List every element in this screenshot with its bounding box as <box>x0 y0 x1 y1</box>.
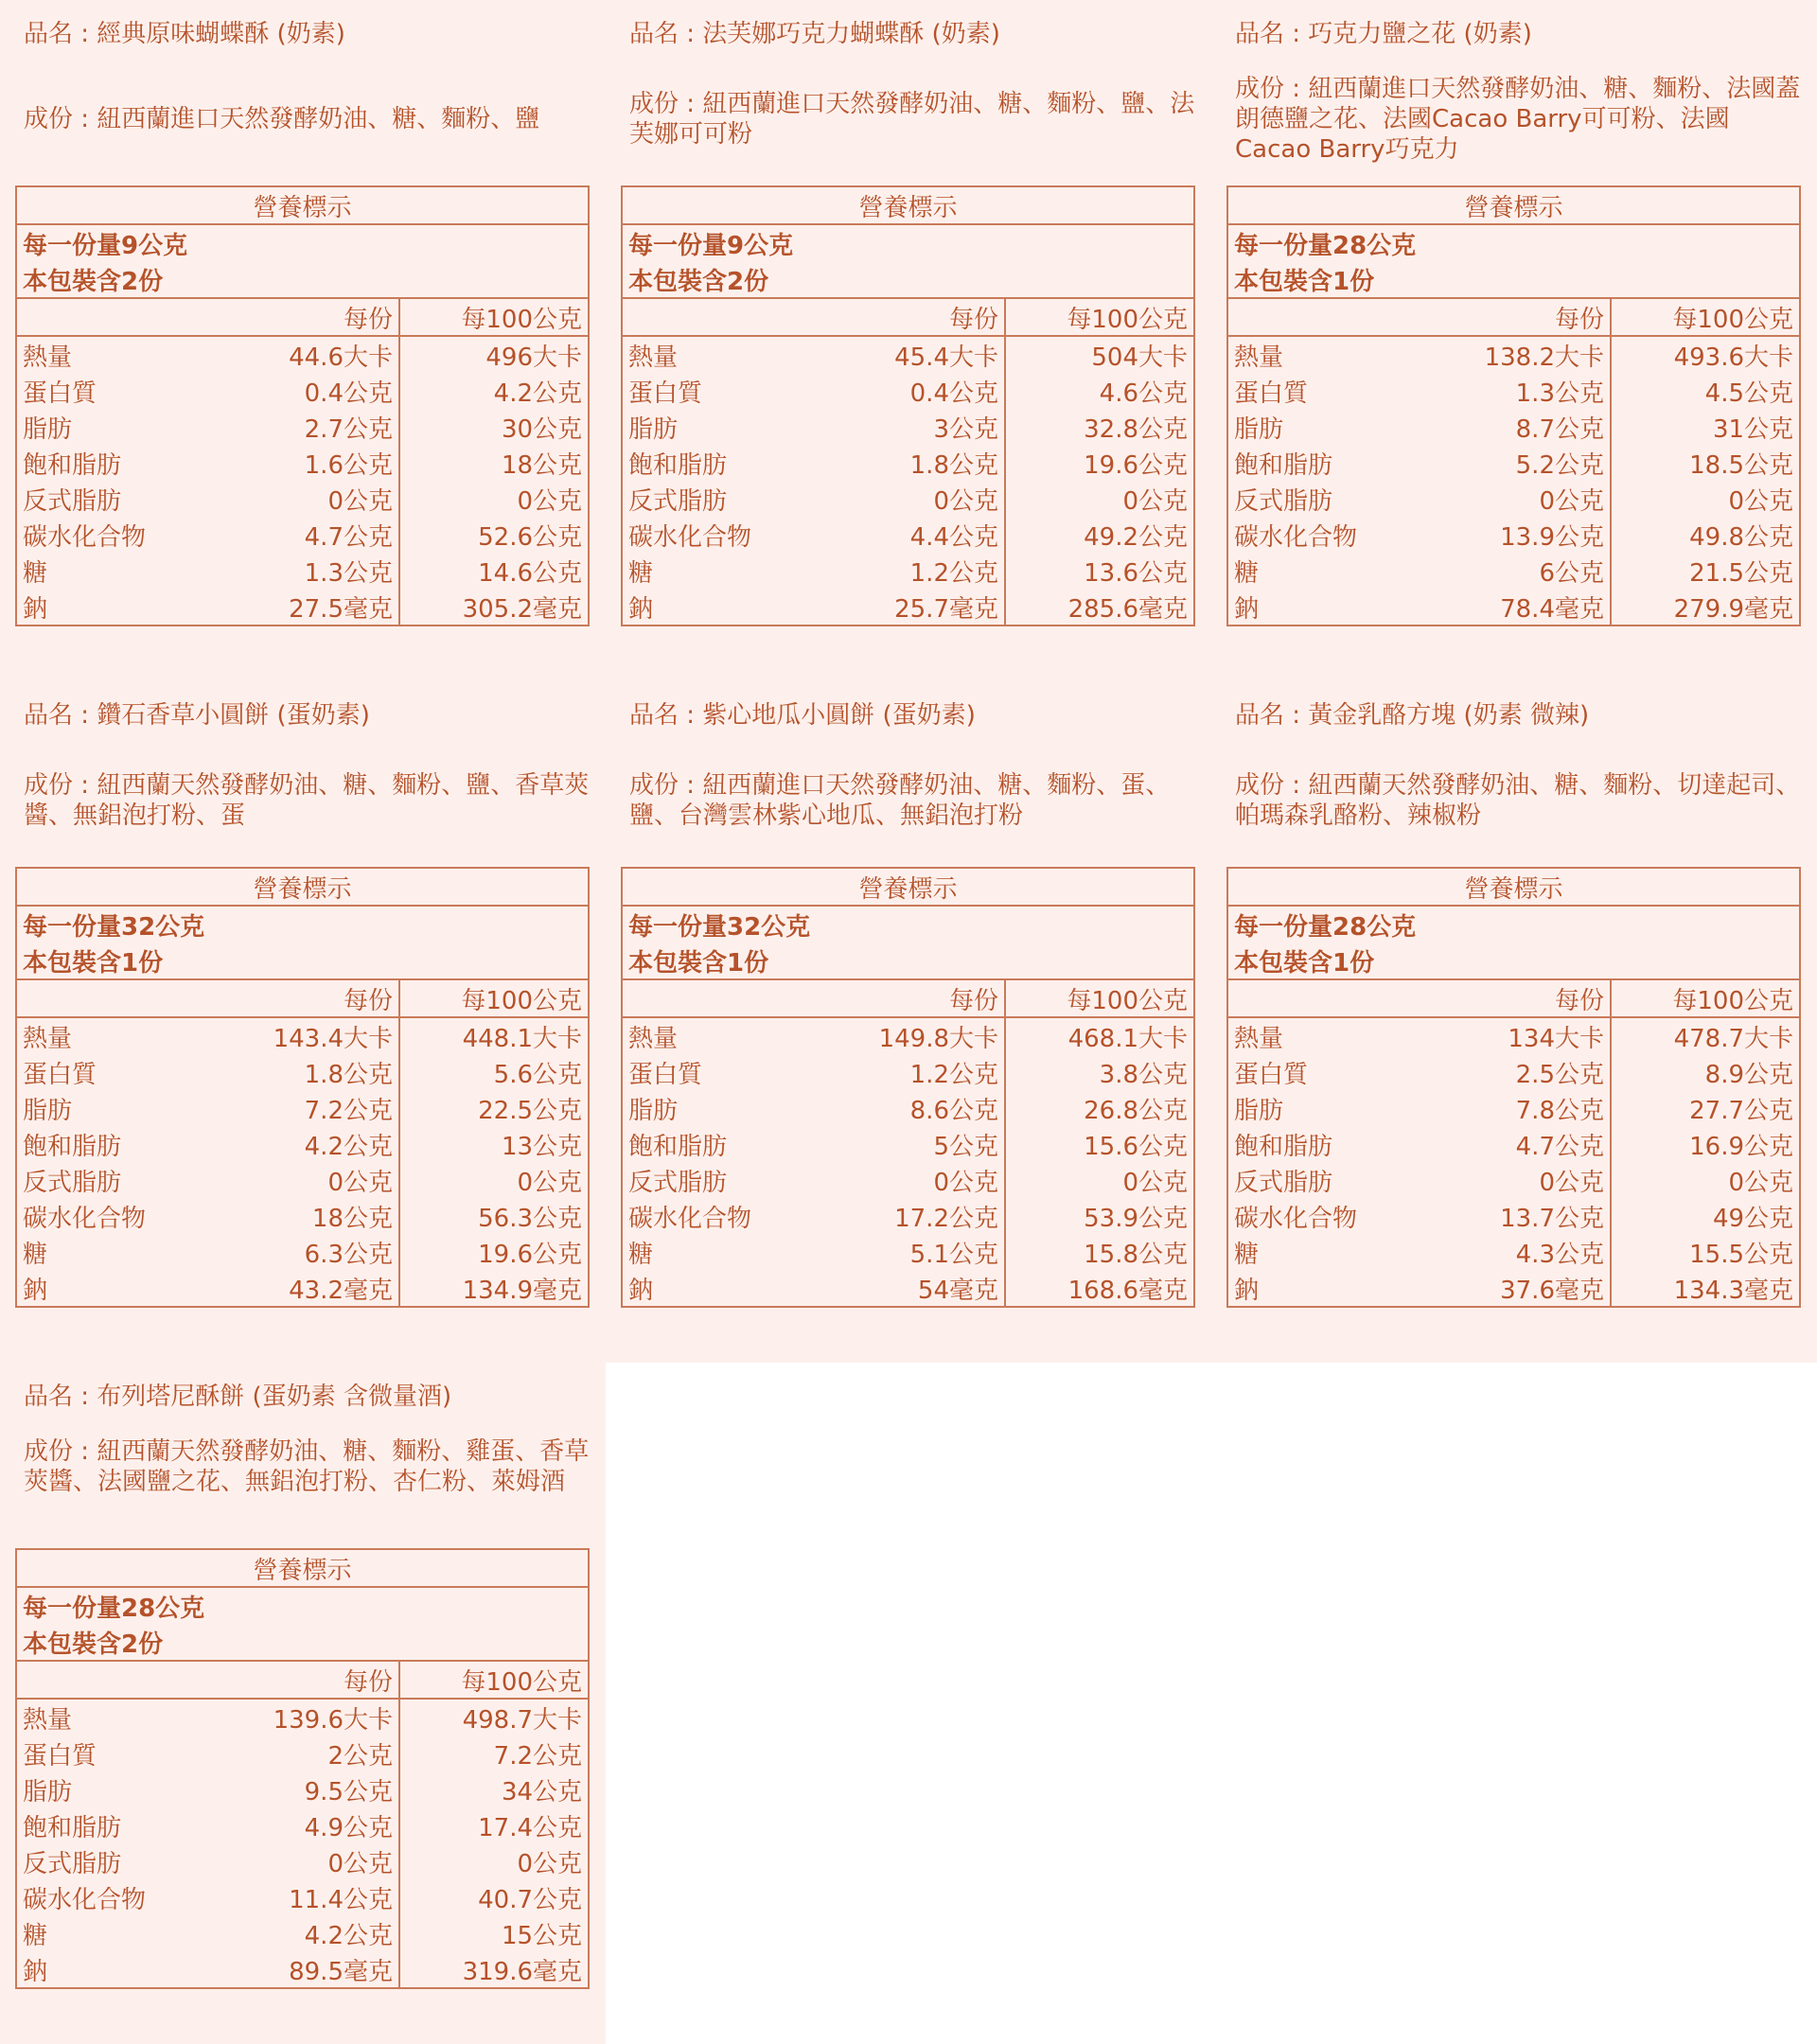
nutrient-label: 蛋白質 <box>16 373 222 409</box>
serving-size: 每一份量28公克 <box>16 1587 589 1624</box>
nutrient-label: 熱量 <box>16 336 222 373</box>
nutrient-label: 蛋白質 <box>1227 373 1434 409</box>
per-100g-value: 4.6公克 <box>1005 373 1194 409</box>
per-100g-value: 496大卡 <box>399 336 589 373</box>
per-serving-value: 2.7公克 <box>222 409 399 445</box>
per-100g-value: 49公克 <box>1611 1198 1800 1234</box>
nutrient-label: 碳水化合物 <box>622 517 828 553</box>
per-100g-value: 134.3毫克 <box>1611 1270 1800 1307</box>
nutrient-label: 熱量 <box>16 1699 222 1736</box>
per-100g-value: 56.3公克 <box>399 1198 589 1234</box>
per-serving-value: 4.4公克 <box>828 517 1005 553</box>
nutrient-label: 糖 <box>622 1234 828 1270</box>
col-header-per-100g: 每100公克 <box>1005 979 1194 1017</box>
nutrient-label: 蛋白質 <box>16 1736 222 1771</box>
nutrient-label: 脂肪 <box>1227 1090 1434 1126</box>
ingredients: 成份 : 紐西蘭進口天然發酵奶油、糖、麵粉、鹽、法芙娜可可粉 <box>629 90 1195 149</box>
nutrition-title: 營養標示 <box>622 186 1194 224</box>
per-100g-value: 32.8公克 <box>1005 409 1194 445</box>
nutrient-label: 脂肪 <box>16 1771 222 1807</box>
serving-size: 每一份量9公克 <box>622 224 1194 261</box>
per-serving-value: 0公克 <box>828 1162 1005 1198</box>
product-name: 品名 : 鑽石香草小圓餅 (蛋奶素) <box>24 701 370 730</box>
nutrient-label: 飽和脂肪 <box>622 445 828 481</box>
nutrient-label: 鈉 <box>622 1270 828 1307</box>
per-100g-value: 0公克 <box>399 481 589 517</box>
per-serving-value: 0公克 <box>222 481 399 517</box>
ingredients: 成份 : 紐西蘭進口天然發酵奶油、糖、麵粉、法國蓋朗德鹽之花、法國Cacao Barry可可粉、法國Cacao Barry巧克力 <box>1235 75 1801 164</box>
per-100g-value: 468.1大卡 <box>1005 1017 1194 1054</box>
per-serving-value: 13.9公克 <box>1434 517 1611 553</box>
header-blank <box>16 1661 222 1699</box>
per-serving-value: 0公克 <box>828 481 1005 517</box>
per-100g-value: 49.2公克 <box>1005 517 1194 553</box>
per-serving-value: 4.2公克 <box>222 1915 399 1951</box>
nutrient-label: 碳水化合物 <box>1227 1198 1434 1234</box>
product-card <box>0 1363 606 2044</box>
nutrient-label: 反式脂肪 <box>16 1843 222 1879</box>
nutrient-label: 飽和脂肪 <box>16 1126 222 1162</box>
col-header-per-100g: 每100公克 <box>1611 298 1800 336</box>
header-blank <box>16 298 222 336</box>
per-serving-value: 11.4公克 <box>222 1879 399 1915</box>
per-100g-value: 478.7大卡 <box>1611 1017 1800 1054</box>
per-serving-value: 1.6公克 <box>222 445 399 481</box>
per-100g-value: 21.5公克 <box>1611 553 1800 589</box>
nutrient-label: 鈉 <box>622 589 828 626</box>
nutrient-label: 熱量 <box>1227 336 1434 373</box>
ingredients: 成份 : 紐西蘭天然發酵奶油、糖、麵粉、鹽、香草莢醬、無鋁泡打粉、蛋 <box>24 771 590 830</box>
per-serving-value: 4.3公克 <box>1434 1234 1611 1270</box>
per-serving-value: 9.5公克 <box>222 1771 399 1807</box>
header-blank <box>1227 979 1434 1017</box>
per-100g-value: 16.9公克 <box>1611 1126 1800 1162</box>
ingredients: 成份 : 紐西蘭進口天然發酵奶油、糖、麵粉、蛋、鹽、台灣雲林紫心地瓜、無鋁泡打粉 <box>629 771 1171 830</box>
nutrient-label: 蛋白質 <box>622 373 828 409</box>
per-100g-value: 0公克 <box>399 1162 589 1198</box>
per-serving-value: 1.8公克 <box>222 1054 399 1090</box>
header-blank <box>622 979 828 1017</box>
nutrient-label: 飽和脂肪 <box>16 1807 222 1843</box>
nutrient-label: 脂肪 <box>1227 409 1434 445</box>
per-100g-value: 493.6大卡 <box>1611 336 1800 373</box>
servings-per-pack: 本包裝含1份 <box>1227 261 1800 298</box>
per-serving-value: 5.2公克 <box>1434 445 1611 481</box>
nutrient-label: 碳水化合物 <box>16 517 222 553</box>
per-100g-value: 134.9毫克 <box>399 1270 589 1307</box>
col-header-per-100g: 每100公克 <box>399 979 589 1017</box>
nutrient-label: 反式脂肪 <box>1227 481 1434 517</box>
product-name: 品名 : 巧克力鹽之花 (奶素) <box>1235 20 1532 48</box>
per-100g-value: 19.6公克 <box>399 1234 589 1270</box>
nutrition-title: 營養標示 <box>16 1549 589 1587</box>
per-100g-value: 0公克 <box>1611 481 1800 517</box>
per-serving-value: 7.2公克 <box>222 1090 399 1126</box>
per-100g-value: 13公克 <box>399 1126 589 1162</box>
nutrition-table <box>15 867 590 1308</box>
per-100g-value: 0公克 <box>1005 1162 1194 1198</box>
per-100g-value: 40.7公克 <box>399 1879 589 1915</box>
nutrient-label: 糖 <box>1227 1234 1434 1270</box>
nutrient-label: 反式脂肪 <box>16 1162 222 1198</box>
col-header-per-serving: 每份 <box>222 298 399 336</box>
serving-size: 每一份量32公克 <box>622 906 1194 943</box>
per-100g-value: 8.9公克 <box>1611 1054 1800 1090</box>
nutrient-label: 脂肪 <box>16 1090 222 1126</box>
per-100g-value: 498.7大卡 <box>399 1699 589 1736</box>
per-100g-value: 305.2毫克 <box>399 589 589 626</box>
col-header-per-serving: 每份 <box>222 979 399 1017</box>
col-header-per-serving: 每份 <box>828 979 1005 1017</box>
per-serving-value: 89.5毫克 <box>222 1951 399 1988</box>
per-serving-value: 4.7公克 <box>1434 1126 1611 1162</box>
nutrient-label: 脂肪 <box>16 409 222 445</box>
per-100g-value: 52.6公克 <box>399 517 589 553</box>
nutrient-label: 蛋白質 <box>1227 1054 1434 1090</box>
product-name: 品名 : 紫心地瓜小圓餅 (蛋奶素) <box>629 701 976 730</box>
servings-per-pack: 本包裝含2份 <box>16 261 589 298</box>
nutrient-label: 碳水化合物 <box>1227 517 1434 553</box>
per-serving-value: 8.7公克 <box>1434 409 1611 445</box>
col-header-per-100g: 每100公克 <box>399 298 589 336</box>
nutrient-label: 鈉 <box>16 1270 222 1307</box>
per-serving-value: 44.6大卡 <box>222 336 399 373</box>
per-100g-value: 15.5公克 <box>1611 1234 1800 1270</box>
nutrient-label: 飽和脂肪 <box>622 1126 828 1162</box>
per-100g-value: 18.5公克 <box>1611 445 1800 481</box>
per-serving-value: 0公克 <box>222 1843 399 1879</box>
per-100g-value: 15公克 <box>399 1915 589 1951</box>
per-serving-value: 5公克 <box>828 1126 1005 1162</box>
per-serving-value: 1.8公克 <box>828 445 1005 481</box>
per-serving-value: 0公克 <box>1434 481 1611 517</box>
per-serving-value: 2.5公克 <box>1434 1054 1611 1090</box>
per-100g-value: 15.6公克 <box>1005 1126 1194 1162</box>
nutrition-title: 營養標示 <box>16 868 589 906</box>
per-serving-value: 7.8公克 <box>1434 1090 1611 1126</box>
per-serving-value: 138.2大卡 <box>1434 336 1611 373</box>
per-100g-value: 3.8公克 <box>1005 1054 1194 1090</box>
per-100g-value: 26.8公克 <box>1005 1090 1194 1126</box>
per-serving-value: 0.4公克 <box>222 373 399 409</box>
per-100g-value: 17.4公克 <box>399 1807 589 1843</box>
per-serving-value: 6公克 <box>1434 553 1611 589</box>
nutrient-label: 鈉 <box>1227 589 1434 626</box>
per-serving-value: 37.6毫克 <box>1434 1270 1611 1307</box>
nutrition-title: 營養標示 <box>622 868 1194 906</box>
nutrition-title: 營養標示 <box>1227 868 1800 906</box>
nutrition-table <box>1226 867 1801 1308</box>
product-card <box>1211 681 1817 1363</box>
ingredients: 成份 : 紐西蘭天然發酵奶油、糖、麵粉、切達起司、帕瑪森乳酪粉、辣椒粉 <box>1235 771 1801 830</box>
nutrient-label: 飽和脂肪 <box>16 445 222 481</box>
nutrition-title: 營養標示 <box>16 186 589 224</box>
per-100g-value: 168.6毫克 <box>1005 1270 1194 1307</box>
nutrient-label: 飽和脂肪 <box>1227 1126 1434 1162</box>
serving-size: 每一份量9公克 <box>16 224 589 261</box>
per-serving-value: 25.7毫克 <box>828 589 1005 626</box>
per-100g-value: 279.9毫克 <box>1611 589 1800 626</box>
per-serving-value: 0公克 <box>222 1162 399 1198</box>
servings-per-pack: 本包裝含1份 <box>1227 943 1800 979</box>
nutrient-label: 碳水化合物 <box>622 1198 828 1234</box>
nutrient-label: 碳水化合物 <box>16 1879 222 1915</box>
product-card <box>0 681 606 1363</box>
header-blank <box>1227 298 1434 336</box>
nutrient-label: 反式脂肪 <box>622 1162 828 1198</box>
per-serving-value: 5.1公克 <box>828 1234 1005 1270</box>
per-100g-value: 0公克 <box>399 1843 589 1879</box>
col-header-per-serving: 每份 <box>222 1661 399 1699</box>
per-100g-value: 319.6毫克 <box>399 1951 589 1988</box>
col-header-per-serving: 每份 <box>1434 979 1611 1017</box>
product-name: 品名 : 布列塔尼酥餅 (蛋奶素 含微量酒) <box>24 1383 452 1411</box>
nutrient-label: 糖 <box>622 553 828 589</box>
product-name: 品名 : 法芙娜巧克力蝴蝶酥 (奶素) <box>629 20 1000 48</box>
nutrient-label: 鈉 <box>1227 1270 1434 1307</box>
per-serving-value: 1.2公克 <box>828 1054 1005 1090</box>
per-serving-value: 1.3公克 <box>1434 373 1611 409</box>
nutrition-title: 營養標示 <box>1227 186 1800 224</box>
nutrient-label: 飽和脂肪 <box>1227 445 1434 481</box>
nutrition-table <box>1226 185 1801 626</box>
per-100g-value: 7.2公克 <box>399 1736 589 1771</box>
per-100g-value: 34公克 <box>399 1771 589 1807</box>
col-header-per-serving: 每份 <box>1434 298 1611 336</box>
per-serving-value: 3公克 <box>828 409 1005 445</box>
per-100g-value: 31公克 <box>1611 409 1800 445</box>
per-serving-value: 2公克 <box>222 1736 399 1771</box>
per-100g-value: 0公克 <box>1005 481 1194 517</box>
per-100g-value: 19.6公克 <box>1005 445 1194 481</box>
nutrient-label: 糖 <box>16 553 222 589</box>
per-serving-value: 1.2公克 <box>828 553 1005 589</box>
per-serving-value: 8.6公克 <box>828 1090 1005 1126</box>
servings-per-pack: 本包裝含2份 <box>622 261 1194 298</box>
nutrient-label: 熱量 <box>16 1017 222 1054</box>
per-serving-value: 17.2公克 <box>828 1198 1005 1234</box>
per-serving-value: 45.4大卡 <box>828 336 1005 373</box>
per-100g-value: 448.1大卡 <box>399 1017 589 1054</box>
product-card <box>606 0 1211 681</box>
serving-size: 每一份量32公克 <box>16 906 589 943</box>
servings-per-pack: 本包裝含1份 <box>16 943 589 979</box>
nutrient-label: 糖 <box>16 1234 222 1270</box>
col-header-per-serving: 每份 <box>828 298 1005 336</box>
col-header-per-100g: 每100公克 <box>399 1661 589 1699</box>
serving-size: 每一份量28公克 <box>1227 224 1800 261</box>
nutrient-label: 熱量 <box>1227 1017 1434 1054</box>
col-header-per-100g: 每100公克 <box>1005 298 1194 336</box>
header-blank <box>622 298 828 336</box>
per-100g-value: 0公克 <box>1611 1162 1800 1198</box>
per-serving-value: 18公克 <box>222 1198 399 1234</box>
per-serving-value: 54毫克 <box>828 1270 1005 1307</box>
per-serving-value: 78.4毫克 <box>1434 589 1611 626</box>
serving-size: 每一份量28公克 <box>1227 906 1800 943</box>
nutrient-label: 熱量 <box>622 1017 828 1054</box>
nutrient-label: 脂肪 <box>622 1090 828 1126</box>
per-serving-value: 134大卡 <box>1434 1017 1611 1054</box>
per-100g-value: 14.6公克 <box>399 553 589 589</box>
nutrient-label: 糖 <box>1227 553 1434 589</box>
nutrient-label: 反式脂肪 <box>16 481 222 517</box>
per-100g-value: 4.5公克 <box>1611 373 1800 409</box>
nutrient-label: 鈉 <box>16 1951 222 1988</box>
product-name: 品名 : 黃金乳酪方塊 (奶素 微辣) <box>1235 701 1590 730</box>
per-serving-value: 4.2公克 <box>222 1126 399 1162</box>
per-100g-value: 22.5公克 <box>399 1090 589 1126</box>
product-card <box>0 0 606 681</box>
nutrient-label: 碳水化合物 <box>16 1198 222 1234</box>
per-100g-value: 13.6公克 <box>1005 553 1194 589</box>
per-serving-value: 143.4大卡 <box>222 1017 399 1054</box>
header-blank <box>16 979 222 1017</box>
per-100g-value: 285.6毫克 <box>1005 589 1194 626</box>
per-100g-value: 5.6公克 <box>399 1054 589 1090</box>
nutrition-table <box>621 185 1195 626</box>
product-name: 品名 : 經典原味蝴蝶酥 (奶素) <box>24 20 345 48</box>
per-serving-value: 4.9公克 <box>222 1807 399 1843</box>
nutrition-table <box>15 185 590 626</box>
servings-per-pack: 本包裝含1份 <box>622 943 1194 979</box>
per-serving-value: 0公克 <box>1434 1162 1611 1198</box>
nutrient-label: 蛋白質 <box>622 1054 828 1090</box>
product-card <box>606 681 1211 1363</box>
servings-per-pack: 本包裝含2份 <box>16 1624 589 1661</box>
per-serving-value: 0.4公克 <box>828 373 1005 409</box>
per-100g-value: 15.8公克 <box>1005 1234 1194 1270</box>
per-serving-value: 6.3公克 <box>222 1234 399 1270</box>
nutrient-label: 反式脂肪 <box>622 481 828 517</box>
per-100g-value: 18公克 <box>399 445 589 481</box>
nutrient-label: 熱量 <box>622 336 828 373</box>
per-serving-value: 27.5毫克 <box>222 589 399 626</box>
per-serving-value: 149.8大卡 <box>828 1017 1005 1054</box>
per-100g-value: 30公克 <box>399 409 589 445</box>
nutrient-label: 反式脂肪 <box>1227 1162 1434 1198</box>
col-header-per-100g: 每100公克 <box>1611 979 1800 1017</box>
per-100g-value: 27.7公克 <box>1611 1090 1800 1126</box>
nutrition-table <box>621 867 1195 1308</box>
nutrient-label: 蛋白質 <box>16 1054 222 1090</box>
ingredients: 成份 : 紐西蘭天然發酵奶油、糖、麵粉、雞蛋、香草莢醬、法國鹽之花、無鋁泡打粉、杏仁粉、萊姆酒 <box>24 1437 590 1496</box>
per-serving-value: 43.2毫克 <box>222 1270 399 1307</box>
per-serving-value: 13.7公克 <box>1434 1198 1611 1234</box>
nutrient-label: 脂肪 <box>622 409 828 445</box>
per-100g-value: 504大卡 <box>1005 336 1194 373</box>
ingredients: 成份 : 紐西蘭進口天然發酵奶油、糖、麵粉、鹽 <box>24 105 540 133</box>
nutrient-label: 糖 <box>16 1915 222 1951</box>
per-100g-value: 4.2公克 <box>399 373 589 409</box>
per-100g-value: 49.8公克 <box>1611 517 1800 553</box>
product-card <box>1211 0 1817 681</box>
per-serving-value: 1.3公克 <box>222 553 399 589</box>
per-100g-value: 53.9公克 <box>1005 1198 1194 1234</box>
per-serving-value: 4.7公克 <box>222 517 399 553</box>
nutrition-table <box>15 1548 590 1989</box>
per-serving-value: 139.6大卡 <box>222 1699 399 1736</box>
nutrient-label: 鈉 <box>16 589 222 626</box>
